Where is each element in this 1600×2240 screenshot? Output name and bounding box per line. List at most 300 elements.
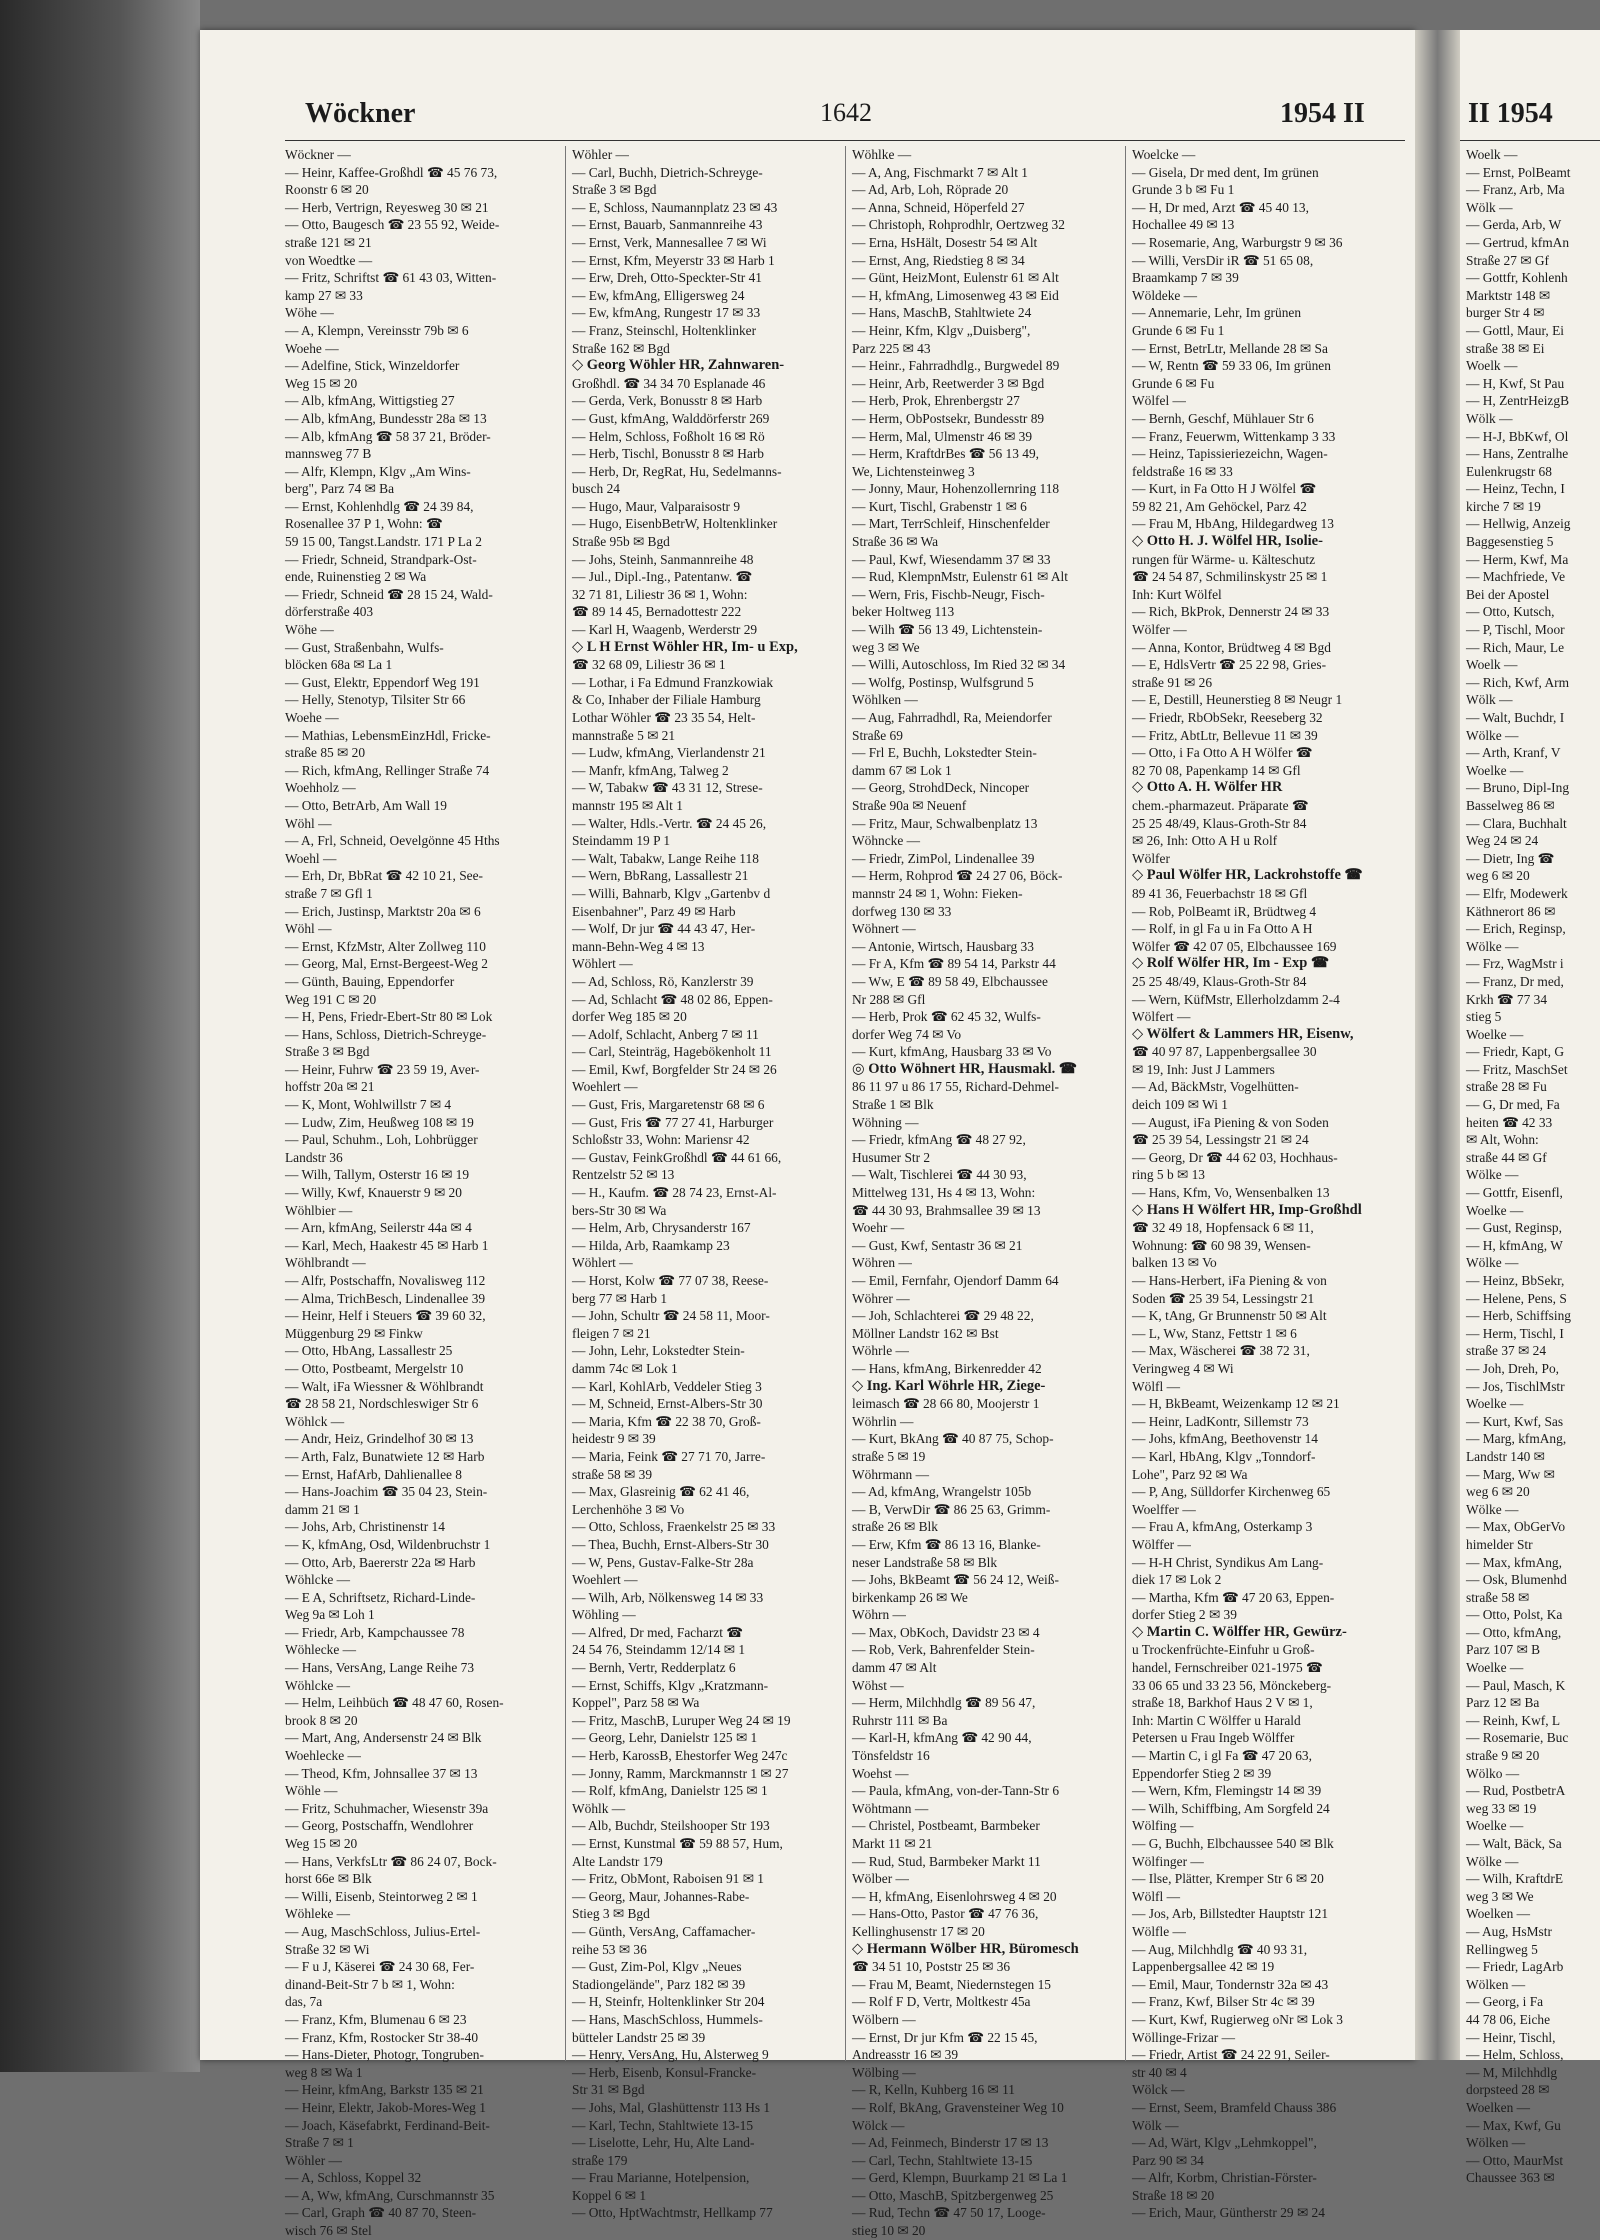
directory-entry-line: Woehe — [285, 710, 339, 725]
directory-entry-line: balken 13 ✉ Vo [1132, 1255, 1217, 1271]
directory-entry-line: — Arth, Kranf, V [1466, 745, 1561, 761]
directory-entry-line: kamp 27 ✉ 33 [285, 287, 363, 303]
directory-entry-line: — Heinz, Tapissieriezeichn, Wagen- [1132, 446, 1328, 462]
directory-entry-line: — Martha, Kfm ☎ 47 20 63, Eppen- [1132, 1589, 1335, 1605]
directory-entry-line: Wölke — [1466, 938, 1519, 954]
directory-entry-line: — Fr A, Kfm ☎ 89 54 14, Parkstr 44 [852, 956, 1056, 972]
directory-entry-line: Wölfer [1132, 850, 1170, 866]
directory-entry-line: Wöhle — [285, 1783, 338, 1799]
directory-entry-line: — Mart, Ang, Andersenstr 24 ✉ Blk [285, 1730, 482, 1746]
directory-entry-line: Wöhl — [285, 815, 332, 831]
directory-entry-line: — Rob, PolBeamt iR, Brüdtweg 4 [1132, 903, 1317, 919]
directory-entry-line: Weg 15 ✉ 20 [285, 1836, 358, 1851]
directory-entry-line: — Heinr., Fahrradhdlg., Burgwedel 89 [852, 358, 1060, 374]
directory-entry-line: — Ernst, Schiffs, Klgv „Kratzmann- [572, 1677, 769, 1693]
directory-entry-line: mann-Behn-Weg 4 ✉ 13 [572, 938, 705, 954]
directory-entry-line: — Rolf, in gl Fa u in Fa Otto A H [1132, 921, 1313, 937]
directory-entry-line: ☎ 28 58 21, Nordschleswiger Str 6 [285, 1396, 479, 1412]
directory-entry-line: — Gottfr, Kohlenh [1466, 270, 1568, 286]
directory-entry-line: — Fritz, MaschB, Luruper Weg 24 ✉ 19 [572, 1712, 791, 1728]
directory-entry-line: — Günth, Bauing, Eppendorfer [285, 973, 455, 989]
directory-entry-line: dörferstraße 403 [285, 604, 374, 620]
directory-entry-line: — Frau Marianne, Hotelpension, [572, 2170, 750, 2186]
directory-entry-line: Roonstr 6 ✉ 20 [285, 182, 369, 198]
directory-entry-line: — M, Milchhdlg [1466, 2064, 1558, 2080]
directory-entry-line: — Ad, BäckMstr, Vogelhütten- [1132, 1079, 1299, 1095]
directory-entry-line: ☎ 24 54 87, Schmilinskystr 25 ✉ 1 [1132, 569, 1328, 585]
directory-entry-line: — Ernst, KfzMstr, Alter Zollweg 110 [285, 938, 486, 954]
directory-entry-line: — Horst, Kolw ☎ 77 07 38, Reese- [572, 1273, 769, 1288]
directory-entry-line: — A, Schloss, Koppel 32 [285, 2170, 422, 2186]
directory-entry-line: — Alb, kfmAng ☎ 58 37 21, Bröder- [285, 428, 491, 444]
directory-entry-line: Inh: Martin C Wölffer u Harald [1132, 1712, 1301, 1728]
directory-entry-line: — Rud, KlempnMstr, Eulenstr 61 ✉ Alt [852, 569, 1069, 585]
directory-entry-line: ✉ Alt, Wohn: [1466, 1132, 1539, 1148]
directory-entry-line: Woelffer — [1132, 1501, 1196, 1517]
directory-entry-line: chem.-pharmazeut. Präparate ☎ [1132, 797, 1309, 813]
directory-entry-line: Inh: Kurt Wölfel [1132, 586, 1222, 602]
directory-entry-line: Wöhlbrandt — [285, 1255, 366, 1271]
directory-entry-line: — Gust, Kwf, Sentastr 36 ✉ 21 [852, 1237, 1023, 1253]
directory-entry-line: — Herb, Eisenb, Konsul-Francke- [572, 2064, 757, 2080]
directory-entry-line: — Frl E, Buchh, Lokstedter Stein- [852, 745, 1037, 761]
directory-entry-line: Wölfing — [1132, 1818, 1194, 1834]
running-head-name: Wöckner [305, 98, 416, 129]
directory-entry-line: — Friedr, LagArb [1466, 1959, 1564, 1975]
directory-entry-line: 44 78 06, Eiche [1466, 2011, 1551, 2027]
directory-entry-line: Markt 11 ✉ 21 [852, 1836, 933, 1851]
directory-entry-line: ◇ Rolf Wölfer HR, Im - Exp ☎ [1132, 955, 1330, 972]
directory-entry-line: ◎ Otto Wöhnert HR, Hausmakl. ☎ [852, 1060, 1077, 1077]
directory-entry-line: — Gust, Zim-Pol, Klgv „Neues [572, 1959, 742, 1975]
directory-entry-line: — Franz, Kfm, Blumenau 6 ✉ 23 [285, 2011, 467, 2027]
directory-entry-line: Straße 32 ✉ Wi [285, 1941, 370, 1957]
directory-entry-line: mannstr 24 ✉ 1, Wohn: Fieken- [852, 885, 1023, 901]
directory-entry-line: Möllner Landstr 162 ✉ Bst [852, 1325, 999, 1341]
directory-entry-line: — Helm, Schloss, [1466, 2047, 1564, 2063]
directory-entry-line: — A, Klempn, Vereinsstr 79b ✉ 6 [285, 322, 469, 338]
directory-entry-line: — John, Schultr ☎ 24 58 11, Moor- [572, 1308, 770, 1324]
directory-entry-line: — Clara, Buchhalt [1466, 815, 1567, 831]
directory-entry-line: — Heinr, kfmAng, Barkstr 135 ✉ 21 [285, 2082, 484, 2098]
directory-entry-line: — Walt, Tischlerei ☎ 44 30 93, [852, 1167, 1027, 1183]
directory-entry-line: — Hilda, Arb, Raamkamp 23 [572, 1237, 730, 1253]
directory-entry-line: — Karl-H, kfmAng ☎ 42 90 44, [852, 1730, 1032, 1746]
directory-entry-line: ☎ 25 39 54, Lessingstr 21 ✉ 24 [1132, 1132, 1309, 1148]
directory-entry-line: — Kurt, Kwf, Rugierweg oNr ✉ Lok 3 [1132, 2011, 1343, 2027]
directory-entry-line: Woelk — [1466, 657, 1518, 673]
directory-entry-line: Müggenburg 29 ✉ Finkw [285, 1325, 423, 1341]
directory-entry-line: ◇ Otto H. J. Wölfel HR, Isolie- [1132, 533, 1323, 550]
directory-entry-line: — A, Ww, kfmAng, Curschmannstr 35 [285, 2187, 495, 2203]
directory-entry-line: — H, ZentrHeizgB [1466, 393, 1570, 409]
directory-entry-line: — Herm, KraftdrBes ☎ 56 13 49, [852, 446, 1040, 462]
directory-entry-line: Wöhnert — [852, 921, 916, 937]
directory-entry-line: Straße 162 ✉ Bgd [572, 340, 670, 356]
directory-entry-line: — August, iFa Piening & von Soden [1132, 1114, 1329, 1130]
directory-entry-line: handel, Fernschreiber 021-1975 ☎ [1132, 1660, 1323, 1676]
directory-entry-line: 89 41 36, Feuerbachstr 18 ✉ Gfl [1132, 885, 1308, 901]
directory-entry-line: Baggesenstieg 5 [1466, 534, 1554, 550]
directory-entry-line: — Heinr, Elektr, Jakob-Mores-Weg 1 [285, 2099, 486, 2115]
directory-entry-line: — Otto, MaurMst [1466, 2152, 1564, 2168]
directory-entry-line: — K, Mont, Wohlwillstr 7 ✉ 4 [285, 1097, 452, 1113]
directory-entry-line: — Osk, Blumenhd [1466, 1572, 1567, 1588]
directory-entry-line: — Karl, KohlArb, Veddeler Stieg 3 [572, 1378, 762, 1394]
directory-entry-line: Wölfer ☎ 42 07 05, Elbchaussee 169 [1132, 938, 1337, 954]
directory-entry-line: dorfer Weg 185 ✉ 20 [572, 1009, 687, 1025]
directory-entry-line: Wöhren — [852, 1255, 912, 1271]
directory-entry-line: — P, Ang, Sülldorfer Kirchenweg 65 [1132, 1484, 1331, 1500]
directory-entry-line: 59 82 21, Am Gehöckel, Parz 42 [1132, 498, 1307, 514]
running-head-year: 1954 II [1280, 98, 1365, 129]
directory-entry-line: — Willi, Bahnarb, Klgv „Gartenbv d [572, 885, 771, 901]
directory-entry-line: Wöhrle — [852, 1343, 909, 1359]
directory-entry-line: — Rosemarie, Buc [1466, 1730, 1569, 1746]
directory-entry-line: — Gust, kfmAng, Walddörferstr 269 [572, 410, 770, 426]
directory-entry-line: — Anna, Schneid, Höperfeld 27 [852, 199, 1025, 215]
directory-entry-line: hoffstr 20a ✉ 21 [285, 1079, 375, 1095]
directory-entry-line: — H-H Christ, Syndikus Am Lang- [1132, 1554, 1324, 1570]
directory-entry-line: Großhdl. ☎ 34 34 70 Esplanade 46 [572, 375, 766, 391]
directory-entry-line: straße 9 ✉ 20 [1466, 1748, 1540, 1764]
directory-entry-line: — Ludw, Zim, Heußweg 108 ✉ 19 [285, 1114, 474, 1130]
directory-entry-line: — Manfr, kfmAng, Talweg 2 [572, 762, 729, 778]
directory-entry-line: — Max, Wäscherei ☎ 38 72 31, [1132, 1343, 1310, 1359]
directory-entry-line: 33 06 65 und 33 23 56, Mönckeberg- [1132, 1677, 1332, 1693]
directory-entry-line: Lohe", Parz 92 ✉ Wa [1132, 1466, 1248, 1482]
directory-entry-line: mannstraße 5 ✉ 21 [572, 727, 676, 743]
directory-entry-line: — Helm, Leihbüch ☎ 48 47 60, Rosen- [285, 1695, 504, 1711]
directory-entry-line: — Johs, BkBeamt ☎ 56 24 12, Weiß- [852, 1572, 1059, 1588]
directory-entry-line: Wölk — [1466, 410, 1513, 426]
directory-entry-line: Str 31 ✉ Bgd [572, 2082, 645, 2098]
directory-entry-line: — Martin C, i gl Fa ☎ 47 20 63, [1132, 1748, 1312, 1764]
directory-entry-line: — Wern, KüfMstr, Ellerholzdamm 2-4 [1132, 991, 1340, 1007]
directory-entry-line: — Gisela, Dr med dent, Im grünen [1132, 164, 1319, 180]
directory-entry-line: — Marg, Ww ✉ [1466, 1466, 1555, 1482]
directory-entry-line: — Christel, Postbeamt, Barmbeker [852, 1818, 1040, 1834]
directory-entry-line: — Otto, Polst, Ka [1466, 1607, 1563, 1623]
directory-entry-line: — Georg, Maur, Johannes-Rabe- [572, 1888, 750, 1904]
directory-entry-line: Wöhtmann — [852, 1800, 929, 1816]
directory-entry-line: — Wilh, Tallym, Osterstr 16 ✉ 19 [285, 1167, 470, 1183]
directory-entry-line: ende, Ruinenstieg 2 ✉ Wa [285, 569, 427, 585]
directory-entry-line: — Erh, Dr, BbRat ☎ 42 10 21, See- [285, 868, 484, 884]
directory-entry-line: — Herm, ObPostsekr, Bundesstr 89 [852, 410, 1045, 426]
directory-entry-line: Petersen u Frau Ingeb Wölffer [1132, 1730, 1295, 1746]
directory-entry-line: — Otto, kfmAng, [1466, 1624, 1562, 1640]
directory-entry-line: — Georg, Dr ☎ 44 62 03, Hochhaus- [1132, 1149, 1338, 1165]
directory-entry-line: Wölber — [852, 1871, 909, 1887]
directory-entry-line: Weg 15 ✉ 20 [285, 375, 358, 391]
directory-entry-line: Stadiongelände", Parz 182 ✉ 39 [572, 1976, 746, 1992]
directory-entry-line: — Hans, Kfm, Vo, Wensenbalken 13 [1132, 1185, 1330, 1201]
directory-entry-line: kirche 7 ✉ 19 [1466, 498, 1541, 514]
directory-entry-line: — H-J, BbKwf, Ol [1466, 428, 1569, 444]
directory-entry-line: — Kurt, in Fa Otto H J Wölfel ☎ [1132, 481, 1317, 497]
header-rule [285, 140, 1405, 141]
directory-entry-line: — Otto, HbAng, Lassallestr 25 [285, 1343, 453, 1359]
directory-entry-line: — Frau A, kfmAng, Osterkamp 3 [1132, 1519, 1313, 1535]
directory-entry-line: — Herm, Mal, Ulmenstr 46 ✉ 39 [852, 428, 1033, 444]
directory-entry-line: Landstr 140 ✉ [1466, 1448, 1545, 1464]
directory-entry-line: — Hellwig, Anzeig [1466, 516, 1571, 532]
directory-entry-line: — Ernst, Verk, Mannesallee 7 ✉ Wi [572, 234, 767, 250]
directory-entry-line: — Helene, Pens, S [1466, 1290, 1567, 1306]
directory-entry-line: 32 71 81, Liliestr 36 ✉ 1, Wohn: [572, 586, 748, 602]
directory-entry-line: Landstr 36 [285, 1149, 343, 1165]
directory-entry-line: — Alfr, Korbm, Christian-Förster- [1132, 2170, 1317, 2186]
directory-entry-line: — Otto, Kutsch, [1466, 604, 1555, 620]
directory-entry-line: — Heinr, Fuhrw ☎ 23 59 19, Aver- [285, 1061, 480, 1077]
directory-entry-line: — Ernst, BetrLtr, Mellande 28 ✉ Sa [1132, 340, 1328, 356]
directory-entry-line: — Günt, HeizMont, Eulenstr 61 ✉ Alt [852, 270, 1059, 286]
directory-entry-line: Straße 18 ✉ 20 [1132, 2187, 1215, 2203]
directory-entry-line: Wöldeke — [1132, 287, 1198, 303]
directory-entry-line: horst 66e ✉ Blk [285, 1871, 372, 1887]
directory-entry-line: Wohnung: ☎ 60 98 39, Wensen- [1132, 1237, 1311, 1253]
directory-entry-line: — Georg, Postschaffn, Wendlohrer [285, 1818, 474, 1834]
directory-entry-line: — Elfr, Modewerk [1466, 885, 1568, 901]
directory-entry-line: — Carl, Techn, Stahltwiete 13-15 [852, 2152, 1033, 2168]
directory-entry-line: — Gertrud, kfmAn [1466, 234, 1570, 250]
directory-entry-line: — Helm, Schloss, Foßholt 16 ✉ Rö [572, 428, 765, 444]
directory-entry-line: straße 58 ✉ 39 [572, 1466, 653, 1482]
directory-entry-line: Straße 95b ✉ Bgd [572, 534, 670, 550]
directory-entry-line: straße 5 ✉ 19 [852, 1448, 926, 1464]
directory-entry-line: — Wilh, KraftdrE [1466, 1871, 1564, 1887]
directory-entry-line: — Ad, kfmAng, Wrangelstr 105b [852, 1484, 1032, 1500]
directory-entry-line: — Rolf, kfmAng, Danielstr 125 ✉ 1 [572, 1783, 768, 1799]
directory-entry-line: 86 11 97 u 86 17 55, Richard-Dehmel- [852, 1079, 1060, 1095]
directory-entry-line: — Hugo, Maur, Valparaisostr 9 [572, 498, 741, 514]
directory-entry-line: — Karl H, Waagenb, Werderstr 29 [572, 622, 758, 638]
directory-entry-line: ☎ 40 97 87, Lappenbergsallee 30 [1132, 1044, 1317, 1060]
directory-entry-line: Wölfert — [1132, 1009, 1191, 1025]
directory-entry-line: Eulenkrugstr 68 [1466, 463, 1552, 479]
directory-entry-line: weg 6 ✉ 20 [1466, 868, 1530, 884]
directory-entry-line: — Herb, Prok ☎ 62 45 32, Wulfs- [852, 1009, 1041, 1025]
directory-entry-line: — Gustav, FeinkGroßhdl ☎ 44 61 66, [572, 1149, 782, 1165]
directory-entry-line: — Hans, MaschSchloss, Hummels- [572, 2011, 763, 2027]
directory-entry-line: — Bernh, Geschf, Mühlauer Str 6 [1132, 410, 1314, 426]
directory-entry-line: — Reinh, Kwf, L [1466, 1712, 1561, 1728]
directory-entry-line: Woehe — [285, 340, 339, 356]
directory-entry-line: — Liselotte, Lehr, Hu, Alte Land- [572, 2135, 755, 2151]
directory-entry-line: Koppel 6 ✉ 1 [572, 2187, 647, 2203]
directory-entry-line: rungen für Wärme- u. Kälteschutz [1132, 551, 1316, 567]
directory-entry-line: ✉ 26, Inh: Otto A H u Rolf [1132, 833, 1278, 849]
directory-entry-line: — E, Destill, Heunerstieg 8 ✉ Neugr 1 [1132, 692, 1343, 708]
directory-entry-line: — Alfr, Klempn, Klgv „Am Wins- [285, 463, 471, 479]
directory-entry-line: — Frau M, HbAng, Hildegardweg 13 [1132, 516, 1334, 532]
directory-entry-line: ◇ Hans H Wölfert HR, Imp-Großhdl [1132, 1201, 1362, 1218]
directory-entry-line: — Erich, Justinsp, Marktstr 20a ✉ 6 [285, 903, 481, 919]
directory-entry-line: — Franz, Feuerwm, Wittenkamp 3 33 [1132, 428, 1336, 444]
directory-entry-line: Wölke — [1466, 1167, 1519, 1183]
directory-entry-line: neser Landstraße 58 ✉ Blk [852, 1554, 998, 1570]
directory-entry-line: Woelke — [1466, 1202, 1524, 1218]
directory-entry-line: — Herb, Prok, Ehrenbergstr 27 [852, 393, 1020, 409]
directory-entry-line: — H, Dr med, Arzt ☎ 45 40 13, [1132, 199, 1309, 215]
directory-entry-line: — Andr, Heiz, Grindelhof 30 ✉ 13 [285, 1431, 474, 1447]
directory-entry-line: — Herb, Schiffsing [1466, 1308, 1572, 1324]
directory-entry-line: — Ernst, Bauarb, Sanmannreihe 43 [572, 217, 763, 233]
directory-entry-line: busch 24 [572, 481, 620, 497]
directory-entry-line: straße 37 ✉ 24 [1466, 1343, 1547, 1359]
directory-entry-line: — Gust, Fris, Margaretenstr 68 ✉ 6 [572, 1097, 765, 1113]
directory-entry-line: — Carl, Steinträg, Hagebökenholt 11 [572, 1044, 772, 1060]
directory-entry-line: — Jos, TischlMstr [1466, 1378, 1565, 1394]
directory-entry-line: beker Holtweg 113 [852, 604, 955, 620]
directory-entry-line: — Franz, Kwf, Bilser Str 4c ✉ 39 [1132, 1994, 1315, 2010]
directory-entry-line: — Hans, Schloss, Dietrich-Schreyge- [285, 1026, 487, 1042]
directory-entry-line: — Hans, VerkfsLtr ☎ 86 24 07, Bock- [285, 1853, 497, 1869]
directory-entry-line: Wöhling — [572, 1607, 636, 1623]
directory-entry-line: Lerchenhöhe 3 ✉ Vo [572, 1501, 685, 1517]
directory-entry-line: — Gust, Reginsp, [1466, 1220, 1562, 1236]
directory-entry-line: — Wilh, Schiffbing, Am Sorgfeld 24 [1132, 1800, 1330, 1816]
directory-entry-line: 24 54 76, Steindamm 12/14 ✉ 1 [572, 1642, 746, 1658]
directory-entry-line: ☎ 32 68 09, Liliestr 36 ✉ 1 [572, 657, 726, 673]
directory-entry-line: — Kurt, Tischl, Grabenstr 1 ✉ 6 [852, 498, 1027, 514]
directory-entry-line: ☎ 34 51 10, Poststr 25 ✉ 36 [852, 1959, 1011, 1975]
directory-entry-line: — Aug, HsMstr [1466, 1923, 1552, 1939]
directory-entry-line: — Gerd, Klempn, Buurkamp 21 ✉ La 1 [852, 2170, 1068, 2186]
directory-entry-line: — Rich, kfmAng, Rellinger Straße 74 [285, 762, 490, 778]
directory-entry-line: — Otto, BetrArb, Am Wall 19 [285, 797, 447, 813]
directory-entry-line: — Wolfg, Postinsp, Wulfsgrund 5 [852, 674, 1034, 690]
directory-entry-line: u Trockenfrüchte-Einfuhr u Groß- [1132, 1642, 1315, 1658]
directory-entry-line: — Franz, Steinschl, Holtenklinker [572, 322, 757, 338]
directory-entry-line: — Georg, Lehr, Danielstr 125 ✉ 1 [572, 1730, 758, 1746]
directory-entry-line: — Johs, Steinh, Sanmannreihe 48 [572, 551, 754, 567]
directory-entry-line: Woelke — [1466, 1026, 1524, 1042]
directory-entry-line: — Fritz, AbtLtr, Bellevue 11 ✉ 39 [1132, 727, 1318, 743]
directory-entry-line: — K, kfmAng, Osd, Wildenbruchstr 1 [285, 1536, 491, 1552]
directory-entry-line: deich 109 ✉ Wi 1 [1132, 1097, 1228, 1113]
directory-entry-line: Parz 225 ✉ 43 [852, 340, 931, 356]
directory-entry-line: heiten ☎ 42 33 [1466, 1114, 1553, 1130]
directory-entry-line: — L, Ww, Stanz, Fettstr 1 ✉ 6 [1132, 1325, 1297, 1341]
directory-entry-line: Koppel", Parz 58 ✉ Wa [572, 1695, 700, 1711]
directory-entry-line: Mittelweg 131, Hs 4 ✉ 13, Wohn: [852, 1185, 1036, 1201]
directory-entry-line: — Friedr, Schneid ☎ 28 15 24, Wald- [285, 586, 493, 602]
directory-entry-line: — Otto, MaschB, Spitzbergenweg 25 [852, 2187, 1054, 2203]
directory-entry-line: — Rich, Maur, Le [1466, 639, 1565, 655]
directory-entry-line: — Friedr, kfmAng ☎ 48 27 92, [852, 1132, 1026, 1148]
directory-entry-line: — Arth, Falz, Bunatwiete 12 ✉ Harb [285, 1448, 485, 1464]
directory-entry-line: Woelke — [1466, 762, 1524, 778]
directory-entry-line: Wöhrer — [852, 1290, 910, 1306]
directory-entry-line: — Wilh ☎ 56 13 49, Lichtenstein- [852, 622, 1043, 638]
directory-entry-line: wisch 76 ✉ Stel [285, 2223, 372, 2239]
directory-entry-line: 25 25 48/49, Klaus-Groth-Str 84 [1132, 815, 1307, 831]
directory-entry-line: — Christoph, Rohprodhlr, Oertzweg 32 [852, 217, 1065, 233]
directory-entry-line: Alte Landstr 179 [572, 1853, 663, 1869]
directory-entry-line: ring 5 b ✉ 13 [1132, 1167, 1205, 1183]
directory-entry-line: — Bruno, Dipl-Ing [1466, 780, 1570, 796]
directory-entry-line: — Ad, Schloss, Rö, Kanzlerstr 39 [572, 973, 754, 989]
directory-entry-line: — Adolf, Schlacht, Anberg 7 ✉ 11 [572, 1026, 759, 1042]
directory-entry-line: — Hans, kfmAng, Birkenredder 42 [852, 1360, 1042, 1376]
directory-entry-line: mannsweg 77 B [285, 446, 372, 462]
directory-entry-line: — Johs, kfmAng, Beethovenstr 14 [1132, 1431, 1318, 1447]
directory-entry-line: Wöhncke — [852, 833, 921, 849]
directory-entry-line: — Hans, MaschB, Stahltwiete 24 [852, 305, 1032, 321]
directory-entry-line: Woelk — [1466, 358, 1518, 374]
directory-entry-line: Wölbern — [852, 2011, 916, 2027]
directory-entry-line: — Theod, Kfm, Johnsallee 37 ✉ 13 [285, 1765, 478, 1781]
directory-entry-line: ◇ Ing. Karl Wöhrle HR, Ziege- [852, 1377, 1046, 1394]
directory-entry-line: Wölken — [1466, 2135, 1526, 2151]
directory-entry-line: 25 25 48/49, Klaus-Groth-Str 84 [1132, 973, 1307, 989]
directory-entry-line: birkenkamp 26 ✉ We [852, 1589, 968, 1605]
directory-entry-line: ☎ 89 14 45, Bernadottestr 222 [572, 604, 742, 620]
column-3 [845, 146, 1126, 2239]
directory-entry-line: — Georg, Mal, Ernst-Bergeest-Weg 2 [285, 956, 488, 972]
directory-entry-line: straße 18, Barkhof Haus 2 V ✉ 1, [1132, 1695, 1313, 1711]
directory-entry-line: Marktstr 148 ✉ [1466, 287, 1551, 303]
directory-entry-line: — Wern, BbRang, Lassallestr 21 [572, 868, 749, 884]
directory-entry-line: — Herb, Vertrign, Reyesweg 30 ✉ 21 [285, 199, 489, 215]
directory-entry-line: Soden ☎ 25 39 54, Lessingstr 21 [1132, 1290, 1315, 1306]
directory-entry-line: — Joh, Schlachterei ☎ 29 48 22, [852, 1308, 1034, 1324]
directory-entry-line: — Friedr, Schneid, Strandpark-Ost- [285, 551, 477, 567]
directory-entry-line: Wöhst — [852, 1677, 904, 1693]
directory-entry-line: — Aug, Fahrradhdl, Ra, Meiendorfer [852, 710, 1052, 725]
column-2 [565, 146, 846, 2221]
directory-entry-line: Braamkamp 7 ✉ 39 [1132, 270, 1239, 286]
directory-entry-line: — Ad, Wärt, Klgv „Lehmkoppel", [1132, 2135, 1317, 2151]
directory-entry-line: dorfweg 130 ✉ 33 [852, 903, 952, 919]
directory-entry-line: — Otto, Baugesch ☎ 23 55 92, Weide- [285, 217, 500, 233]
directory-entry-line: — Hans-Herbert, iFa Piening & von [1132, 1273, 1327, 1288]
directory-entry-line: — H, Steinfr, Holtenklinker Str 204 [572, 1994, 765, 2010]
directory-entry-line: straße 58 ✉ [1466, 1589, 1530, 1605]
directory-entry-line: Wöhler — [285, 2152, 342, 2168]
directory-entry-line: Rellingweg 5 [1466, 1941, 1538, 1957]
directory-entry-line: ✉ 19, Inh: Just J Lammers [1132, 1061, 1275, 1077]
directory-entry-line: Wöhrmann — [852, 1466, 929, 1482]
directory-entry-line: Grunde 3 b ✉ Fu 1 [1132, 182, 1235, 198]
directory-entry-line: Woehr — [852, 1220, 905, 1236]
directory-entry-line: — W, Tabakw ☎ 43 31 12, Strese- [572, 780, 763, 796]
directory-entry-line: — Adelfine, Stick, Winzeldorfer [285, 358, 460, 374]
directory-entry-line: — Arn, kfmAng, Seilerstr 44a ✉ 4 [285, 1220, 472, 1236]
directory-entry-line: straße 85 ✉ 20 [285, 745, 366, 761]
directory-entry-line: — W, Pens, Gustav-Falke-Str 28a [572, 1554, 754, 1570]
directory-entry-line: — Gottl, Maur, Ei [1466, 322, 1565, 338]
directory-entry-line: Wöhlcke — [285, 1677, 351, 1693]
directory-entry-line: — H, kfmAng, W [1466, 1237, 1563, 1253]
directory-entry-line: — Willi, Autoschloss, Im Ried 32 ✉ 34 [852, 657, 1066, 673]
directory-entry-line: — Helly, Stenotyp, Tilsiter Str 66 [285, 692, 466, 708]
directory-entry-line: ◇ L H Ernst Wöhler HR, Im- u Exp, [572, 638, 798, 655]
directory-entry-line: Wölken — [1466, 1976, 1526, 1992]
directory-entry-line: Woehholz — [285, 780, 356, 796]
directory-entry-line: bütteler Landstr 25 ✉ 39 [572, 2029, 706, 2045]
directory-entry-line: — Friedr, ZimPol, Lindenallee 39 [852, 850, 1035, 866]
directory-entry-line: bers-Str 30 ✉ Wa [572, 1202, 667, 1218]
directory-entry-line: Ruhrstr 111 ✉ Ba [852, 1712, 948, 1728]
directory-entry-line: — Erw, Kfm ☎ 86 13 16, Blanke- [852, 1536, 1041, 1552]
directory-entry-line: — Otto, Postbeamt, Mergelstr 10 [285, 1360, 464, 1376]
directory-entry-line: Steindamm 19 P 1 [572, 833, 671, 849]
directory-entry-line: — W, Rentn ☎ 59 33 06, Im grünen [1132, 358, 1331, 374]
directory-entry-line: — Aug, MaschSchloss, Julius-Ertel- [285, 1923, 481, 1939]
